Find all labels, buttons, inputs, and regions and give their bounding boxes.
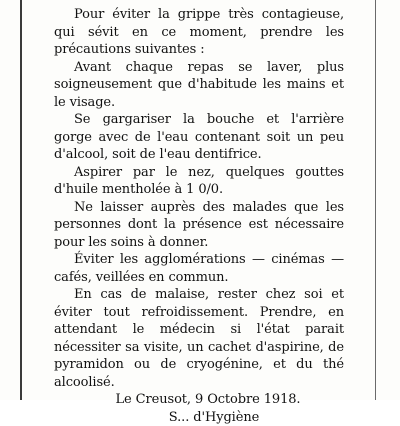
column-rule-left	[20, 0, 22, 400]
column-rule-right	[375, 0, 376, 400]
paragraph-gargle: Se gargariser la bouche et l'arrière gorge avec de l'eau contenant soit un peu d'alcool, soit de l'eau dentifrice.	[54, 112, 344, 162]
paragraph-intro: Pour éviter la grippe très contagieuse, qui sévit en ce moment, prendre les précautions suivantes :	[54, 7, 344, 57]
paragraph-sick-visitors: Ne laisser auprès des malades que les personnes dont la présence est nécessaire pour les soins à donner.	[54, 199, 344, 250]
paragraph-avoid-crowds: Éviter les agglomérations — cinémas — cafés, veillées en commun.	[54, 252, 344, 285]
paragraph-menthol-oil: Aspirer par le nez, quelques gouttes d'huile mentholée à 1 0/0.	[54, 164, 344, 197]
signature-name: S... d'Hygiène	[168, 409, 260, 425]
paragraph-wash-hands: Avant chaque repas se laver, plus soigneusement que d'habitude les mains et le visage.	[54, 59, 344, 110]
signature-place-date: Le Creusot, 9 Octobre 1918.	[115, 392, 301, 407]
notice-body	[54, 6, 344, 425]
paragraph-if-unwell: En cas de malaise, rester chez soi et éviter tout refroidissement. Prendre, en attendant le médecin si l'état parait nécessiter sa visite, un cachet d'aspirine, de pyramidon ou de cryogénine, et du thé alcoolisé.	[54, 287, 344, 390]
